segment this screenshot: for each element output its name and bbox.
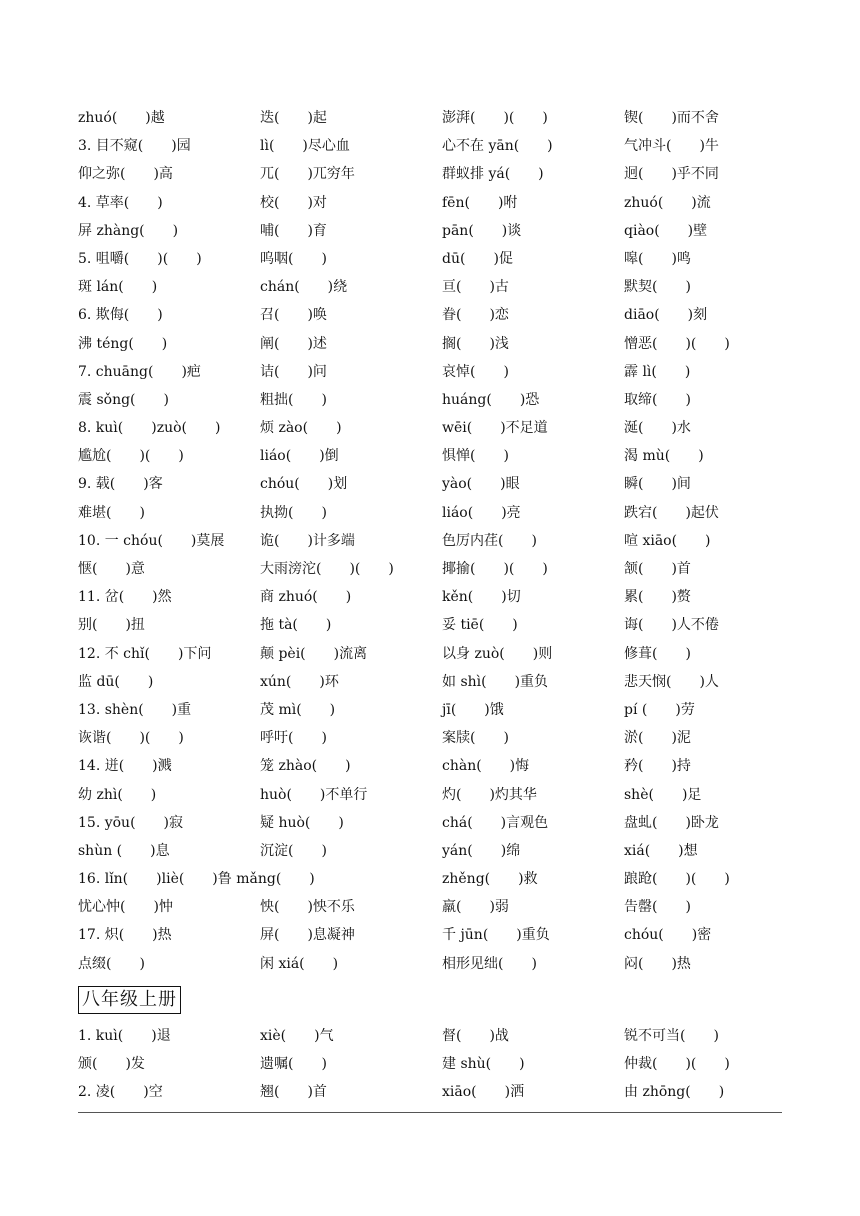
vocab-item: 气冲斗( )牛 [624, 138, 719, 155]
vocab-item: wēi( )不足道 [442, 420, 548, 437]
vocab-item: 建 shù( ) [442, 1056, 525, 1072]
vocab-item: 锲( )而不舍 [624, 110, 719, 126]
vocab-item: 眷( )恋 [442, 307, 509, 324]
vocab-row [78, 132, 782, 160]
vocab-item: 粗拙( ) [260, 391, 327, 408]
vocab-item: 笼 zhào( ) [260, 758, 351, 775]
vocab-row [78, 217, 782, 245]
vocab-item: 震 sǒng( ) [78, 391, 169, 408]
vocab-item: 告罄( ) [624, 899, 691, 916]
vocab-row [78, 696, 782, 724]
vocab-item: 5. 咀嚼( )( ) [78, 250, 202, 267]
vocab-item: 7. chuāng( )疤 [78, 363, 201, 380]
vocab-item: 大雨滂沱( )( ) [260, 561, 394, 577]
vocab-row [78, 414, 782, 442]
vocab-item: liáo( )亮 [442, 504, 521, 521]
vocab-item: 商 zhuó( ) [260, 589, 352, 606]
vocab-item: diāo( )刻 [624, 307, 708, 324]
vocab-item: 淤( )泥 [624, 730, 691, 747]
vocab-item: xún( )环 [260, 673, 339, 690]
section-title: 八年级上册 [78, 986, 181, 1014]
vocab-item: 沸 téng( ) [78, 335, 168, 352]
vocab-row [78, 499, 782, 527]
vocab-item: kěn( )切 [442, 589, 521, 606]
vocab-item: 召( )唤 [260, 307, 327, 324]
vocab-item: 4. 草率( ) [78, 194, 163, 211]
vocab-item: 诡( )计多端 [260, 532, 355, 549]
vocab-item: 如 shì( )重负 [442, 673, 549, 690]
vocab-item: 澎湃( )( ) [442, 110, 548, 126]
vocab-item: 憎恶( )( ) [624, 335, 730, 352]
vocab-item: 仲裁( )( ) [624, 1056, 730, 1072]
vocab-item: xiá( )想 [624, 842, 698, 859]
vocab-item: 悲天悯( )人 [624, 673, 719, 690]
vocab-item: chàn( )悔 [442, 758, 530, 775]
vocab-item: shùn ( )息 [78, 842, 170, 859]
vocab-item: 6. 欺侮( ) [78, 307, 163, 324]
vocab-item: 闲 xiá( ) [260, 955, 339, 972]
vocab-item: chóu( )密 [624, 927, 712, 944]
vocab-item: 2. 凌( )空 [78, 1084, 163, 1101]
vocab-item: pí ( )劳 [624, 701, 695, 718]
vocab-item: zhuó( )流 [624, 194, 711, 211]
vocab-item: 瞬( )间 [624, 476, 691, 493]
vocab-item: 嗥( )鸣 [624, 250, 691, 267]
vocab-row [78, 781, 782, 809]
vocab-row [78, 301, 782, 329]
vocab-item: 修葺( ) [624, 645, 691, 662]
vocab-item: 哺( )育 [260, 222, 327, 239]
bottom-divider [78, 1112, 782, 1113]
vocab-item: 迥( )乎不同 [624, 166, 719, 183]
vocab-item: 由 zhōng( ) [624, 1084, 725, 1101]
vocab-row [78, 865, 782, 893]
vocab-item: 灼( )灼其华 [442, 786, 537, 803]
vocab-item: dū( )促 [442, 250, 513, 267]
vocab-item: huáng( )恐 [442, 391, 540, 408]
vocab-row [78, 442, 782, 470]
vocab-row [78, 1078, 782, 1106]
vocab-item: 斑 lán( ) [78, 279, 158, 296]
vocab-row [78, 470, 782, 498]
vocab-item: 兀( )兀穷年 [260, 166, 355, 183]
vocab-item: 校( )对 [260, 194, 327, 211]
vocab-row [78, 386, 782, 414]
vocab-item: xiè( )气 [260, 1027, 334, 1044]
vocab-item: 千 jūn( )重负 [442, 927, 550, 944]
vocab-item: 喧 xiāo( ) [624, 532, 711, 549]
vocab-item: 12. 不 chǐ( )下问 [78, 645, 212, 662]
vocab-row [78, 921, 782, 949]
vocab-item: 颁( )发 [78, 1056, 145, 1072]
vocab-item: 执拗( ) [260, 504, 327, 521]
vocab-row [78, 752, 782, 780]
vocab-row [78, 104, 782, 132]
vocab-row [78, 583, 782, 611]
vocab-row [78, 724, 782, 752]
vocab-item: 监 dū( ) [78, 673, 154, 690]
vocab-item: 17. 炽( )热 [78, 927, 172, 944]
vocab-item: 色厉内荏( ) [442, 532, 537, 549]
vocab-item: 诘( )问 [260, 363, 327, 380]
vocab-item: 惬( )意 [78, 561, 145, 577]
vocab-row [78, 1050, 782, 1078]
vocab-item: 翘( )首 [260, 1084, 327, 1101]
vocab-item: 群蚁排 yá( ) [442, 166, 544, 183]
vocab-row [78, 611, 782, 639]
vocab-item: jī( )饿 [442, 701, 504, 718]
vocab-item: 13. shèn( )重 [78, 701, 192, 718]
vocab-item: 哀悼( ) [442, 363, 509, 380]
vocab-item: chóu( )划 [260, 476, 348, 493]
vocab-item: 搁( )浅 [442, 335, 509, 352]
vocab-row [78, 273, 782, 301]
vocab-row [78, 809, 782, 837]
vocab-item: 16. lǐn( )liè( )鲁 mǎng( ) [78, 871, 315, 888]
vocab-item: 3. 目不窥( )园 [78, 138, 191, 155]
vocab-item: 沉淀( ) [260, 842, 327, 859]
vocab-item: fēn( )咐 [442, 194, 518, 211]
vocab-item: 惧惮( ) [442, 448, 509, 465]
vocab-item: shè( )足 [624, 786, 702, 803]
vocab-item: 9. 载( )客 [78, 476, 163, 493]
vocab-item: 跌宕( )起伏 [624, 504, 719, 521]
vocab-row [78, 893, 782, 921]
vocab-item: 迭( )起 [260, 110, 327, 126]
vocab-item: 盘虬( )卧龙 [624, 814, 719, 831]
vocab-item: 以身 zuò( )则 [442, 645, 553, 662]
vocab-item: 拖 tà( ) [260, 617, 332, 634]
vocab-item: 心不在 yān( ) [442, 138, 553, 155]
vocab-item: 霹 lì( ) [624, 363, 691, 380]
vocab-item: 案牍( ) [442, 730, 509, 747]
vocab-row [78, 189, 782, 217]
vocab-item: 矜( )持 [624, 758, 691, 775]
vocab-row [78, 160, 782, 188]
vocab-item: lì( )尽心血 [260, 138, 350, 155]
vocab-item: zhěng( )救 [442, 871, 538, 888]
vocab-row [78, 245, 782, 273]
vocab-item: xiāo( )洒 [442, 1084, 525, 1101]
vocab-item: 累( )赘 [624, 589, 691, 606]
vocab-item: yán( )绵 [442, 842, 521, 859]
vocab-item: 羸( )弱 [442, 899, 509, 916]
vocab-item: chá( )言观色 [442, 814, 549, 831]
vocab-item: chán( )绕 [260, 279, 348, 296]
vocab-item: 难堪( ) [78, 504, 145, 521]
vocab-row [78, 358, 782, 386]
vocab-item: 颔( )首 [624, 561, 691, 577]
vocab-item: 屏( )息凝神 [260, 927, 355, 944]
vocab-row [78, 330, 782, 358]
vocab-row [78, 555, 782, 583]
vocab-item: 闷( )热 [624, 955, 691, 972]
vocab-item: 疑 huò( ) [260, 814, 344, 831]
vocab-item: pān( )谈 [442, 222, 522, 239]
vocab-item: qiào( )壁 [624, 222, 708, 239]
vocab-row [78, 950, 782, 978]
vocab-item: 阐( )述 [260, 335, 327, 352]
vocab-item: 锐不可当( ) [624, 1027, 719, 1044]
vocab-item: 14. 迸( )溅 [78, 758, 172, 775]
vocab-item: 忧心忡( )忡 [78, 899, 173, 916]
vocab-item: 默契( ) [624, 279, 691, 296]
vocab-item: 亘( )古 [442, 279, 509, 296]
vocab-item: 揶揄( )( ) [442, 561, 548, 577]
vocab-item: 踉跄( )( ) [624, 871, 730, 888]
vocab-item: 诙谐( )( ) [78, 730, 184, 747]
vocab-item: 屏 zhàng( ) [78, 222, 179, 239]
vocab-item: 遗嘱( ) [260, 1056, 327, 1072]
vocab-row [78, 837, 782, 865]
vocab-item: 10. 一 chóu( )莫展 [78, 532, 225, 549]
vocab-item: liáo( )倒 [260, 448, 339, 465]
vocab-row [78, 1022, 782, 1050]
vocabulary-table-bottom [78, 1022, 782, 1107]
vocab-row [78, 640, 782, 668]
vocab-item: 颠 pèi( )流离 [260, 645, 368, 662]
vocab-item: 幼 zhì( ) [78, 786, 157, 803]
vocab-item: 呜咽( ) [260, 250, 327, 267]
vocab-item: 诲( )人不倦 [624, 617, 719, 634]
vocab-item: 尴尬( )( ) [78, 448, 184, 465]
vocab-row [78, 527, 782, 555]
vocab-item: 1. kuì( )退 [78, 1027, 171, 1044]
vocab-item: 点缀( ) [78, 955, 145, 972]
vocab-item: 烦 zào( ) [260, 420, 342, 437]
vocab-item: 8. kuì( )zuò( ) [78, 420, 221, 437]
vocabulary-table-top [78, 104, 782, 978]
vocab-item: 取缔( ) [624, 391, 691, 408]
vocabulary-sheet [78, 104, 782, 1106]
vocab-item: 别( )扭 [78, 617, 145, 634]
vocab-item: zhuó( )越 [78, 110, 165, 126]
vocab-item: 督( )战 [442, 1027, 509, 1044]
vocab-item: huò( )不单行 [260, 786, 368, 803]
vocab-item: 茂 mì( ) [260, 701, 336, 718]
vocab-item: 怏( )怏不乐 [260, 899, 355, 916]
vocab-item: 呼吁( ) [260, 730, 327, 747]
vocab-item: 11. 岔( )然 [78, 589, 172, 606]
vocab-row [78, 668, 782, 696]
vocab-item: 仰之弥( )高 [78, 166, 173, 183]
vocab-item: 妥 tiē( ) [442, 617, 518, 634]
vocab-item: 15. yōu( )寂 [78, 814, 183, 831]
vocab-item: yào( )眼 [442, 476, 520, 493]
vocab-item: 涎( )水 [624, 420, 691, 437]
vocab-item: 渴 mù( ) [624, 448, 704, 465]
section-header [78, 986, 782, 1020]
vocab-item: 相形见绌( ) [442, 955, 537, 972]
